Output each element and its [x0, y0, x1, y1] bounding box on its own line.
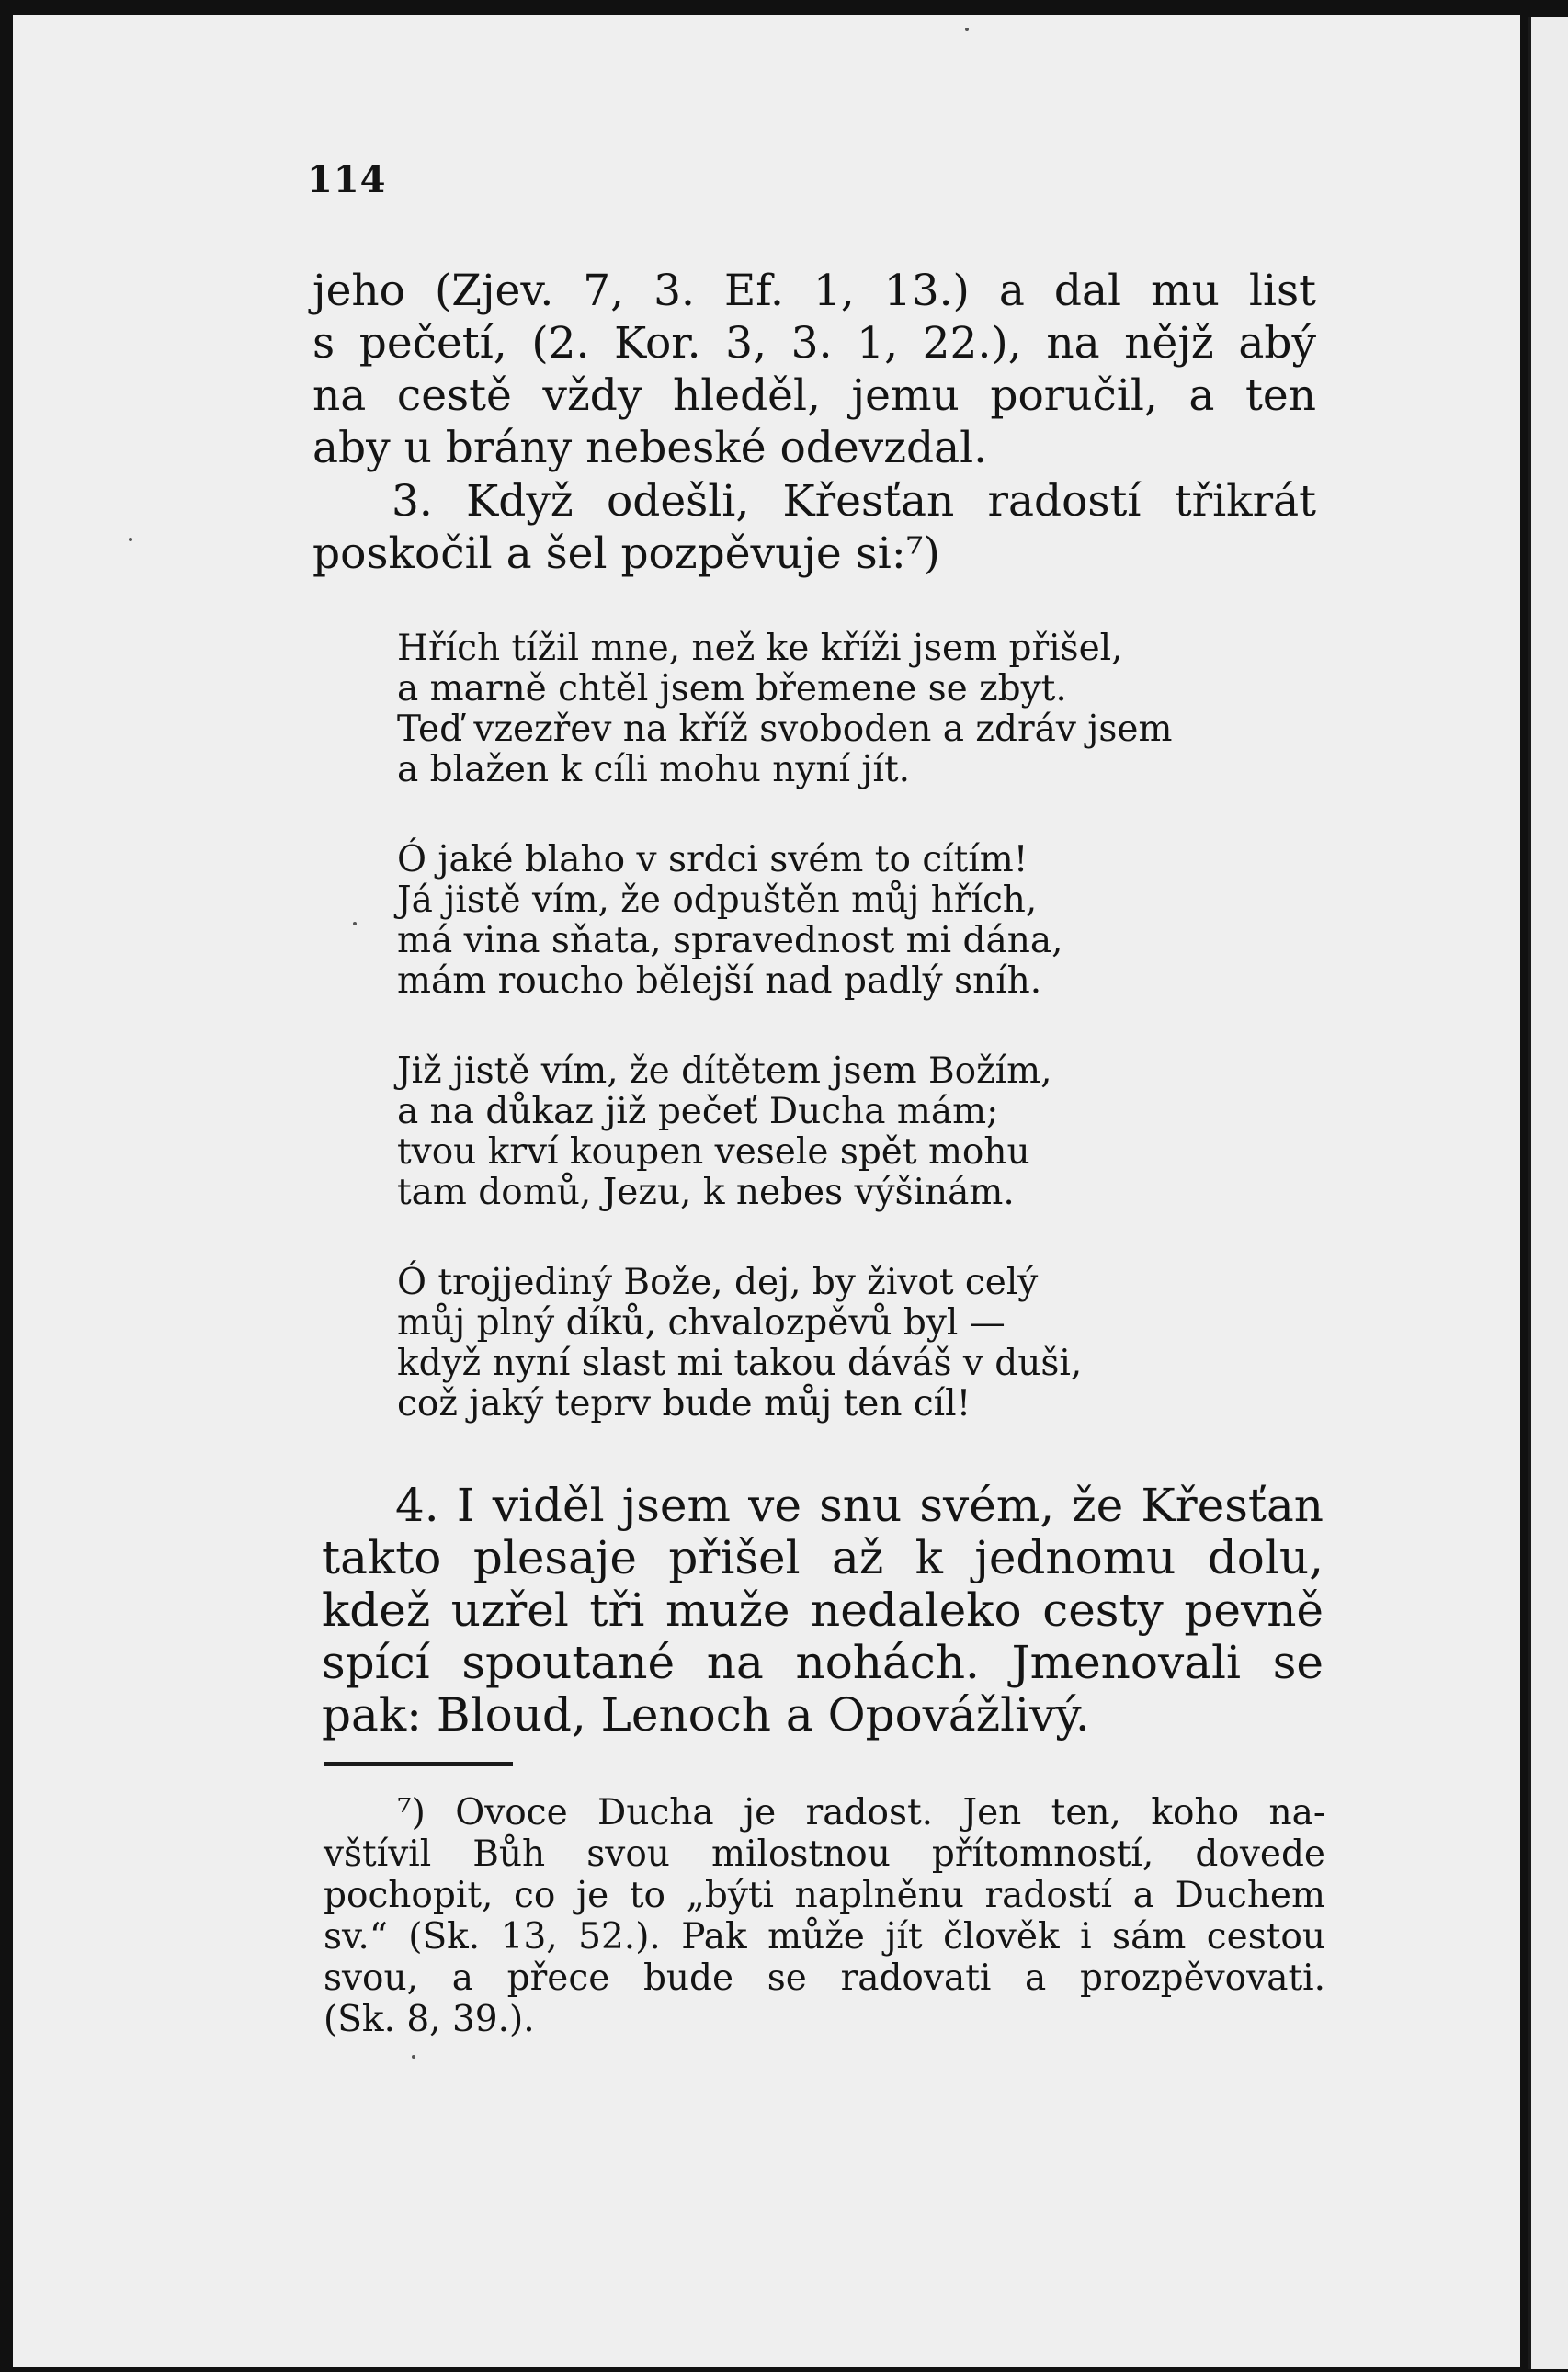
footnote: [324, 1792, 1325, 2040]
verse-line: Ó jaké blaho v srdci svém to cítím!: [397, 839, 1028, 880]
verse-line: což jaký teprv bude můj ten cíl!: [397, 1383, 971, 1424]
verse-line: a marně chtěl jsem břemene se zbyt.: [397, 668, 1067, 709]
text-line: na cestě vždy hleděl, jemu poručil, a ten: [312, 370, 1316, 421]
verse-line: můj plný díků, chvalozpěvů byl —: [397, 1302, 1006, 1344]
footnote-line: sv.“ (Sk. 13, 52.). Pak může jít člověk i sám cestou: [324, 1916, 1325, 1958]
scan-speck: [129, 538, 132, 541]
verse-line: tam domů, Jezu, k nebes výšinám.: [397, 1172, 1015, 1213]
scan-speck: [412, 2055, 415, 2059]
text-line: 3. Když odešli, Křesťan radostí třikrát: [392, 476, 1316, 527]
footnote-line: svou, a přece bude se radovati a prozpěvovati.: [324, 1958, 1325, 1999]
text-line: jeho (Zjev. 7, 3. Ef. 1, 13.) a dal mu list: [312, 266, 1316, 316]
hymn-stanza-1: [397, 629, 1298, 790]
text-line: kdež uzřel tři muže nedaleko cesty pevně: [322, 1583, 1324, 1637]
footnote-line: ⁷) Ovoce Ducha je radost. Jen ten, koho na-: [397, 1792, 1325, 1833]
hymn-stanza-4: [397, 1263, 1298, 1424]
verse-line: Já jistě vím, že odpuštěn můj hřích,: [397, 880, 1038, 921]
text-line: pak: Bloud, Lenoch a Opovážlivý.: [322, 1688, 1090, 1742]
hymn-stanza-3: [397, 1051, 1298, 1213]
page-number: 114: [307, 158, 387, 201]
text-line: takto plesaje přišel až k jednomu dolu,: [322, 1531, 1324, 1584]
footnote-line: vštívil Bůh svou milostnou přítomností, dovede: [324, 1833, 1325, 1875]
verse-line: mám roucho bělejší nad padlý sníh.: [397, 960, 1042, 1002]
text-line: aby u brány nebeské odevzdal.: [312, 423, 988, 473]
footnote-line: (Sk. 8, 39.).: [324, 1999, 535, 2040]
footnote-separator: [324, 1762, 513, 1766]
adjacent-page-edge: [1528, 17, 1568, 2369]
text-line: 4. I viděl jsem ve snu svém, že Křesťan: [395, 1479, 1324, 1532]
verse-line: a na důkaz již pečeť Ducha mám;: [397, 1091, 999, 1132]
text-line: s pečetí, (2. Kor. 3, 3. 1, 22.), na nějž abý: [312, 318, 1316, 369]
scan-speck: [965, 28, 969, 31]
verse-line: Již jistě vím, že dítětem jsem Božím,: [397, 1050, 1052, 1092]
verse-line: Teď vzezřev na kříž svoboden a zdráv jsem: [397, 709, 1173, 750]
footnote-line: pochopit, co je to „býti naplněnu radostí a Duchem: [324, 1875, 1325, 1916]
paragraph-3: [312, 475, 1316, 580]
text-line: spící spoutané na nohách. Jmenovali se: [322, 1636, 1324, 1689]
verse-line: Ó trojjediný Bože, dej, by život celý: [397, 1262, 1039, 1303]
verse-line: tvou krví koupen vesele spět mohu: [397, 1131, 1030, 1173]
verse-line: když nyní slast mi takou dáváš v duši,: [397, 1343, 1083, 1384]
verse-line: má vina sňata, spravednost mi dána,: [397, 920, 1063, 961]
scan-speck: [353, 922, 357, 925]
paragraph-continuation: [312, 265, 1316, 474]
verse-line: Hřích tížil mne, než ke kříži jsem přišel,: [397, 628, 1123, 669]
hymn-stanza-2: [397, 840, 1298, 1002]
paragraph-4: [322, 1480, 1324, 1742]
text-line: poskočil a šel pozpěvuje si:⁷): [312, 528, 940, 579]
verse-line: a blažen k cíli mohu nyní jít.: [397, 749, 911, 790]
